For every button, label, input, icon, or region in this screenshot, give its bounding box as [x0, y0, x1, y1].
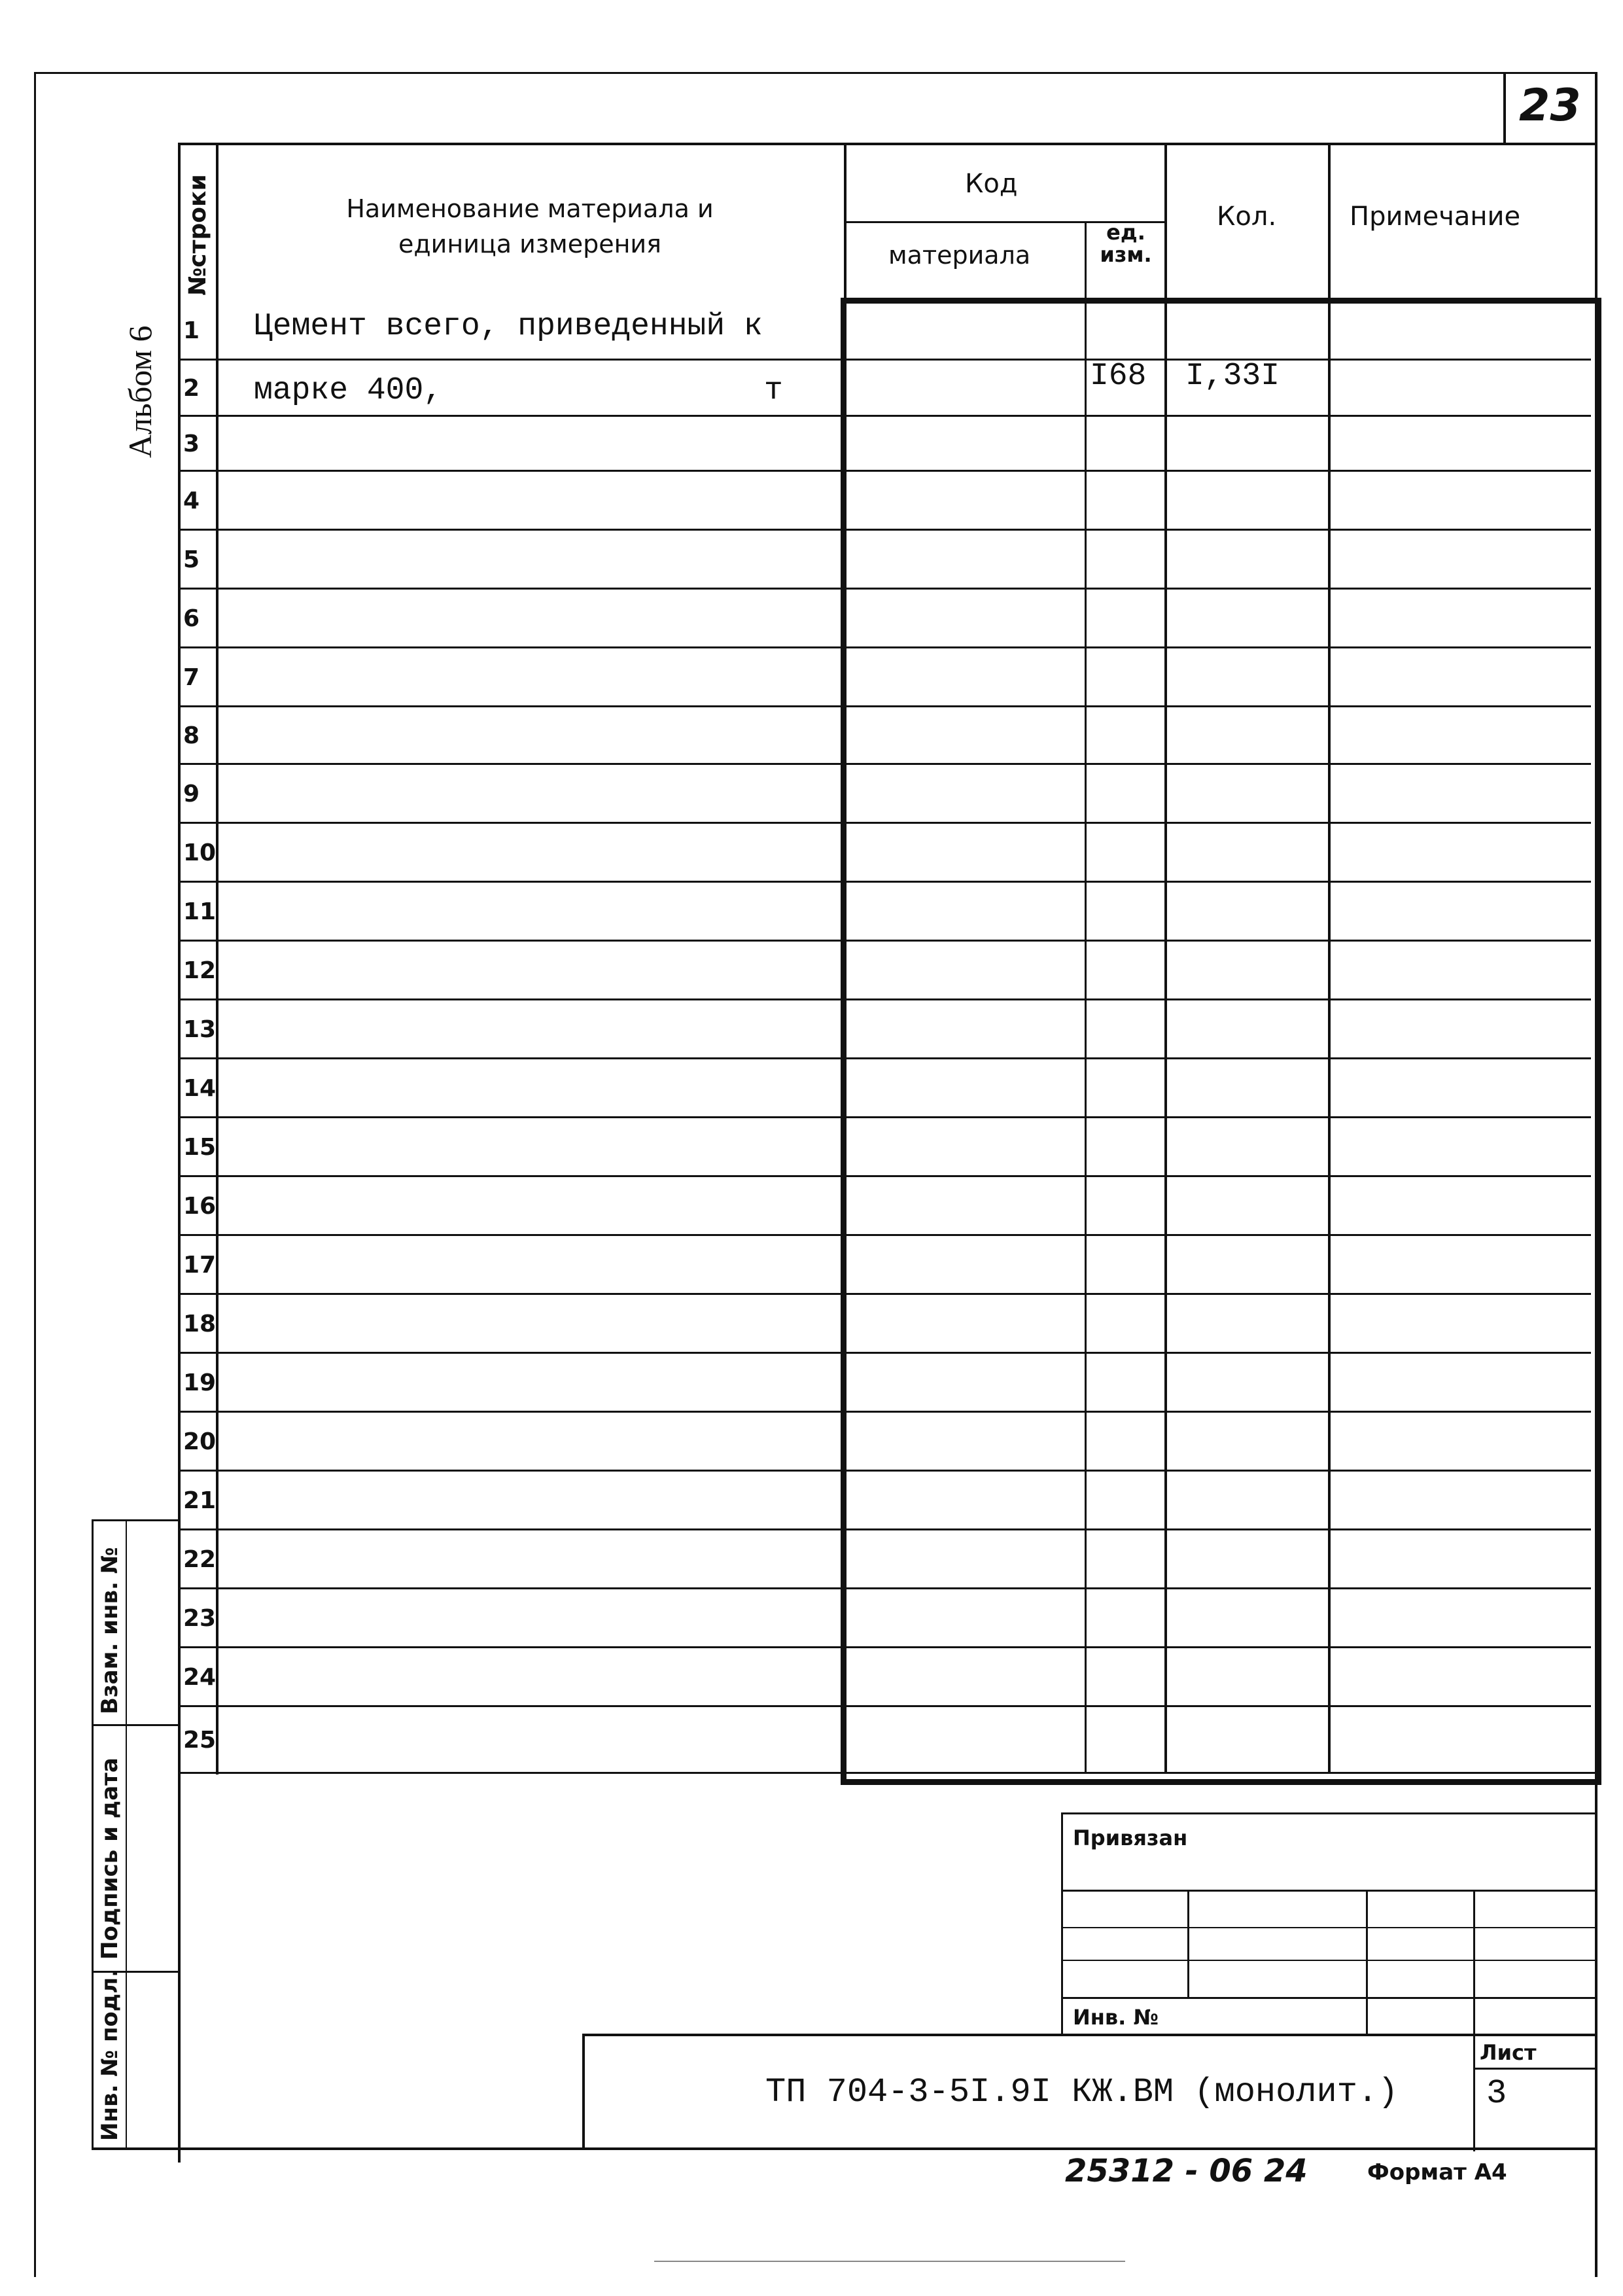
stamp-grid-h1 — [1061, 1890, 1597, 1892]
row-2-number: 2 — [183, 375, 200, 402]
row-14-number: 14 — [183, 1075, 217, 1102]
header-code: Код — [965, 169, 1018, 199]
stamp-left — [1061, 1812, 1063, 2035]
row-3-number: 3 — [183, 431, 200, 457]
row-8-number: 8 — [183, 722, 200, 749]
sheet-number-top: 23 — [1519, 80, 1581, 132]
stamp-designation: ТП 704-3-5I.9I КЖ.ВМ (монолит.) — [765, 2073, 1399, 2111]
row-2-qty: I,33I — [1185, 359, 1280, 394]
stamp-inv-no: Инв. № — [1073, 2005, 1159, 2030]
bottom-scan-mark — [654, 2261, 1125, 2262]
row-12-line — [178, 998, 1591, 1000]
stamp-grid-v3 — [1473, 1890, 1475, 2151]
designation-left — [582, 2034, 585, 2148]
header-material: материала — [888, 241, 1031, 270]
stamp-list-value: 3 — [1486, 2074, 1507, 2113]
stamp-grid-v1 — [1187, 1890, 1189, 1997]
header-unit: ед. изм. — [1100, 220, 1152, 267]
row-1-name: Цемент всего, приведенный к — [254, 309, 763, 344]
side-vzam: Взам. инв. № — [97, 1547, 123, 1714]
row-11-line — [178, 940, 1591, 942]
row-12-number: 12 — [183, 957, 217, 984]
frame-top — [34, 72, 1597, 74]
row-10-line — [178, 881, 1591, 883]
sheet-number-box-left — [1503, 72, 1506, 144]
col-body-unit-left — [1085, 301, 1087, 1773]
row-20-line — [178, 1470, 1591, 1472]
col-unit-left — [1085, 221, 1087, 300]
table-left — [178, 144, 181, 2163]
stamp-top — [1061, 1812, 1597, 1814]
row-1-number: 1 — [183, 317, 200, 344]
row-2-unit-symbol: т — [764, 373, 783, 408]
header-row-no: №строки — [184, 174, 211, 296]
row-2-unit-code: I68 — [1090, 359, 1147, 394]
table-top — [178, 143, 1597, 145]
row-13-line — [178, 1057, 1591, 1059]
row-1-line — [178, 359, 1591, 361]
row-9-number: 9 — [183, 781, 200, 807]
row-2-line — [178, 415, 1591, 417]
row-8-line — [178, 763, 1591, 765]
stamp-grid-h3 — [1061, 1960, 1597, 1961]
designation-top — [582, 2034, 1597, 2036]
row-4-line — [178, 529, 1591, 531]
side-strip-inner — [126, 1519, 127, 2147]
row-19-line — [178, 1411, 1591, 1413]
footer-format: Формат А4 — [1367, 2159, 1507, 2185]
stamp-grid-h4 — [1061, 1997, 1597, 1999]
row-16-number: 16 — [183, 1193, 217, 1220]
header-name: Наименование материала и единица измерения — [346, 194, 714, 258]
row-22-line — [178, 1587, 1591, 1589]
row-17-number: 17 — [183, 1252, 217, 1279]
col-body-note-left — [1328, 301, 1331, 1773]
side-strip-left — [92, 1519, 94, 2147]
row-11-number: 11 — [183, 898, 217, 925]
code-columns-bold-box — [841, 298, 1601, 1785]
row-2-name: марке 400, — [254, 373, 443, 408]
header-qty: Кол. — [1217, 202, 1277, 232]
album-label: Альбом 6 — [122, 325, 158, 458]
row-19-number: 19 — [183, 1369, 217, 1396]
row-25-number: 25 — [183, 1727, 217, 1754]
row-20-number: 20 — [183, 1428, 217, 1455]
row-5-line — [178, 588, 1591, 590]
row-24-number: 24 — [183, 1664, 217, 1691]
bottom-line — [92, 2147, 1597, 2150]
row-6-number: 6 — [183, 605, 200, 632]
row-21-number: 21 — [183, 1487, 217, 1514]
row-9-line — [178, 822, 1591, 824]
row-7-line — [178, 705, 1591, 707]
row-18-number: 18 — [183, 1311, 217, 1337]
row-23-line — [178, 1646, 1591, 1648]
stamp-privyazan: Привязан — [1073, 1826, 1188, 1850]
row-15-number: 15 — [183, 1134, 217, 1161]
stamp-grid-v2 — [1366, 1890, 1368, 2035]
row-10-number: 10 — [183, 839, 217, 866]
footer-handwritten: 25312 - 06 24 — [1065, 2153, 1308, 2189]
row-6-line — [178, 646, 1591, 648]
side-inv-podl: Инв. № подл. — [97, 1968, 123, 2141]
row-13-number: 13 — [183, 1016, 217, 1043]
side-strip-div-1 — [92, 1724, 180, 1726]
row-18-line — [178, 1352, 1591, 1354]
row-15-line — [178, 1175, 1591, 1177]
row-5-number: 5 — [183, 546, 200, 573]
side-podpis: Подпись и дата — [97, 1757, 123, 1960]
row-14-line — [178, 1116, 1591, 1118]
col-note-left — [1328, 144, 1331, 301]
row-24-line — [178, 1705, 1591, 1707]
row-16-line — [178, 1234, 1591, 1236]
list-label-line — [1473, 2068, 1597, 2070]
table-bottom-line — [178, 1772, 1597, 1774]
header-note: Примечание — [1350, 202, 1521, 232]
row-3-line — [178, 470, 1591, 472]
row-23-number: 23 — [183, 1605, 217, 1632]
col-body-qty-left — [1164, 301, 1167, 1773]
stamp-list-label: Лист — [1480, 2040, 1537, 2065]
stamp-grid-h2 — [1061, 1927, 1597, 1928]
frame-left — [34, 72, 36, 2277]
row-22-number: 22 — [183, 1546, 217, 1573]
row-4-number: 4 — [183, 487, 200, 514]
side-strip-top — [92, 1519, 180, 1521]
row-17-line — [178, 1293, 1591, 1295]
row-7-number: 7 — [183, 664, 200, 691]
row-21-line — [178, 1528, 1591, 1530]
